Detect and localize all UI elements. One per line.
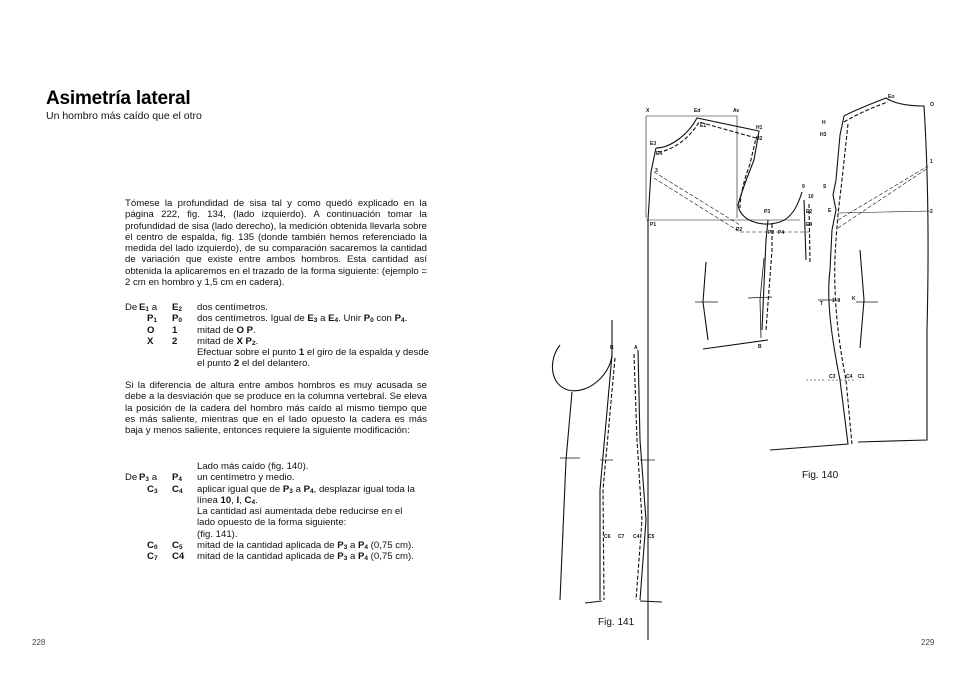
figure-141-caption: Fig. 141 [598, 617, 635, 628]
svg-text:3: 3 [655, 168, 658, 174]
step-point-b: $P_4$ [172, 472, 183, 484]
back-contour-dashed [658, 122, 756, 208]
step-text: lado opuesto de la forma siguiente: [197, 517, 347, 529]
step-text: un centímetro y medio. [197, 472, 295, 484]
step-text: (fig. 141). [197, 528, 238, 540]
svg-text:P3: P3 [764, 209, 771, 215]
figure-140-bodice [646, 98, 930, 640]
page-subtitle: Un hombro más caído que el otro [46, 110, 202, 122]
step-text: dos centímetros. Igual de $E_3$ a $E_4$. Unir $P_0$ con $P_4$. [197, 313, 408, 325]
step-point-a: $P_1$ [147, 313, 158, 325]
step-point-b: 1 [172, 324, 178, 336]
page-number-left: 228 [32, 638, 46, 647]
step-point-a: $P_3$ a [139, 472, 158, 484]
step-prefix: De [125, 472, 138, 484]
svg-text:H2: H2 [756, 136, 763, 142]
svg-text:H1: H1 [756, 125, 763, 131]
svg-text:Av: Av [733, 108, 740, 114]
svg-text:P2: P2 [736, 227, 743, 233]
back-contour [656, 118, 802, 224]
svg-text:C1: C1 [858, 374, 865, 380]
step-text: el punto 2 el del delantero. [197, 358, 311, 370]
step-text: dos centímetros. [197, 302, 268, 313]
step-text: mitad de X $P_2$. [197, 335, 259, 347]
construction-frame [646, 116, 737, 218]
svg-text:P4: P4 [778, 230, 785, 236]
deviation-paragraph: Si la diferencia de altura entre ambos hombros es muy acusada se debe a la desviación que se produce en la columna vertebral. Se eleva la posición de la cadera del hombro más caído al mismo tiempo que es más saliente, mientras que en el lado opuesto la cadera es más baja y menos saliente, entonces requiere la siguiente modificación: [125, 380, 427, 437]
svg-text:X: X [646, 108, 650, 114]
svg-text:B: B [758, 344, 762, 350]
svg-text:2: 2 [930, 209, 933, 215]
step-point-a: O [147, 324, 155, 336]
svg-text:O: O [930, 102, 934, 108]
svg-text:C4: C4 [633, 534, 640, 540]
step-point-b: $E_2$ [172, 302, 183, 313]
figure-140-caption: Fig. 140 [802, 470, 839, 481]
svg-text:S: S [823, 184, 827, 190]
svg-text:C4: C4 [846, 374, 853, 380]
step-text: Efectuar sobre el punto 1 el giro de la espalda y desde [197, 347, 430, 359]
svg-text:C7: C7 [618, 534, 625, 540]
step-point-b: C4 [172, 551, 185, 563]
svg-text:C3: C3 [829, 374, 836, 380]
step-text: aplicar igual que de $P_3$ a $P_4$, desplazar igual toda la [197, 483, 415, 495]
svg-text:P0: P0 [768, 230, 775, 236]
step-point-a: $C_0$ [147, 540, 158, 552]
step-point-a: X [147, 335, 154, 347]
step-text: mitad de la cantidad aplicada de $P_3$ a $P_4$ (0,75 cm). [197, 551, 414, 563]
svg-text:T: T [820, 301, 824, 307]
step-text: La cantidad así aumentada debe reducirse en el [197, 506, 403, 518]
svg-text:C6: C6 [604, 534, 611, 540]
svg-text:1: 1 [930, 159, 933, 165]
page-number-right: 229 [921, 638, 935, 647]
step-text: Lado más caído (fig. 140). [197, 461, 309, 472]
step-prefix: De [125, 302, 138, 313]
step-text: línea 10, I, $C_4$. [197, 494, 258, 506]
svg-text:1' 3: 1' 3 [832, 298, 841, 304]
svg-text:P1: P1 [650, 222, 657, 228]
svg-text:Ed: Ed [694, 108, 701, 114]
step-point-a: $E_1$ a [139, 302, 158, 313]
page-title: Asimetría lateral [46, 88, 191, 109]
svg-text:E1: E1 [700, 123, 707, 129]
step-point-b: $C_5$ [172, 540, 183, 552]
svg-text:E: E [828, 208, 832, 214]
svg-text:H3: H3 [820, 132, 827, 138]
front-contour [844, 98, 928, 442]
svg-text:B: B [610, 345, 614, 351]
step-text: mitad de la cantidad aplicada de $P_3$ a $P_4$ (0,75 cm). [197, 540, 414, 552]
figure-141-skirt [552, 320, 662, 603]
step-point-b: 2 [172, 335, 178, 347]
svg-text:E2: E2 [806, 209, 813, 215]
svg-text:C5: C5 [648, 534, 655, 540]
front-side-seam [770, 116, 848, 450]
svg-text:Eo: Eo [888, 94, 895, 100]
svg-text:E4: E4 [656, 151, 663, 157]
step-point-a: $C_7$ [147, 551, 158, 563]
step-point-b: $C_4$ [172, 483, 183, 495]
step-point-b: $P_0$ [172, 313, 183, 325]
step-text: mitad de O P. [197, 324, 256, 336]
svg-text:9: 9 [802, 184, 805, 190]
svg-text:E3: E3 [650, 141, 657, 147]
svg-text:10: 10 [808, 194, 814, 200]
svg-text:E4: E4 [806, 222, 813, 228]
svg-text:H: H [822, 120, 826, 126]
step-point-a: $C_3$ [147, 483, 158, 495]
svg-text:K: K [852, 296, 856, 302]
svg-text:A: A [634, 345, 638, 351]
intro-paragraph: Tómese la profundidad de sisa tal y como quedó explicado en la página 222, fig. 134, (lado izquierdo). A continuación tomar la profundidad de sisa (lado derecho), la medición obtenida llevarla sobre el centro de espalda, fig. 135 (donde también hemos referenciado la medida del lado izquierdo), de su comparación sacaremos la cantidad de variación que existe entre ambos hombros. Esta cantidad así obtenida la aplicaremos en el trazado de la forma siguiente: (ejemplo = 2 cm en hombro y 1,5 cm en cadera). [125, 198, 427, 289]
